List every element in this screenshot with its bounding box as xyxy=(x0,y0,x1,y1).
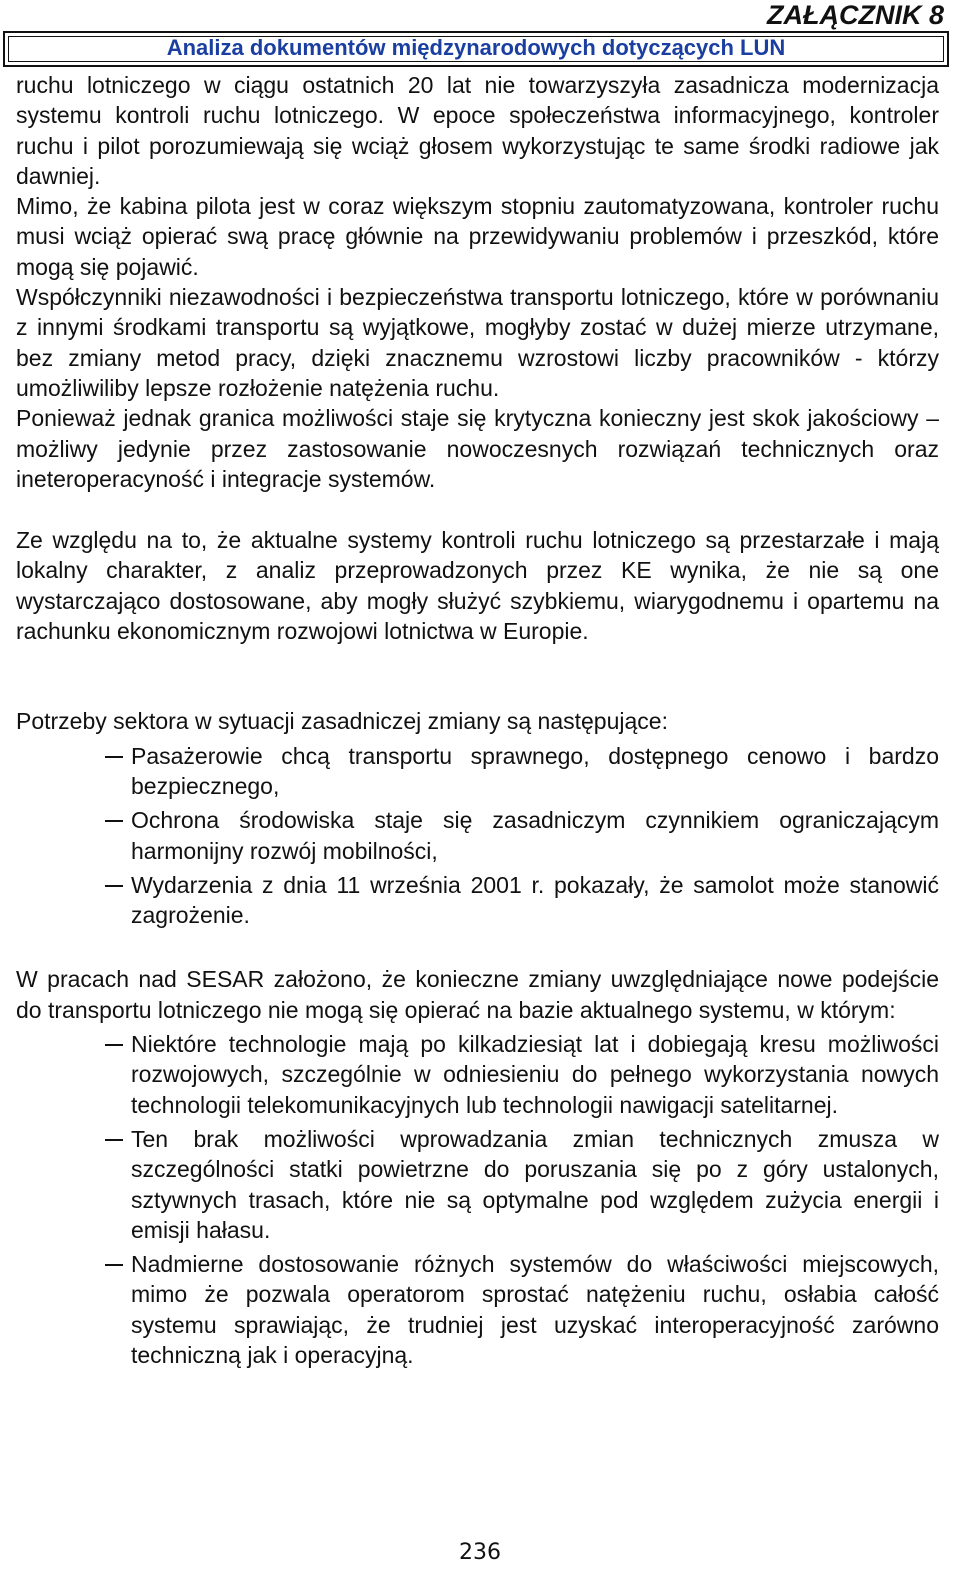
document-body xyxy=(16,70,939,1374)
list-item-text: Pasażerowie chcą transportu sprawnego, dostępnego cenowo i bardzo bezpiecznego, xyxy=(131,742,939,799)
list-item-text: Ochrona środowiska staje się zasadniczym czynnikiem ograniczającym harmonijny rozwój mobilności, xyxy=(131,807,939,864)
dash-bullet-icon xyxy=(105,820,123,822)
paragraph-3: Współczynniki niezawodności i bezpieczeństwa transportu lotniczego, które w porównaniu z innymi środkami transportu są wyjątkowe, mogłyby zostać w dużej mierze utrzymane, bez zmiany metod pracy, dzięki znacznemu wzrostowi liczby pracowników - którzy umożliwiliby lepsze rozłożenie natężenia ruchu. xyxy=(16,284,939,401)
page-number: 236 xyxy=(459,1540,501,1565)
list-item-text: Wydarzenia z dnia 11 września 2001 r. pokazały, że samolot może stanowić zagrożenie. xyxy=(131,871,939,929)
paragraph-needs-intro: Potrzeby sektora w sytuacji zasadniczej zmiany są następujące: xyxy=(16,708,668,735)
list-item xyxy=(16,1029,939,1120)
dash-bullet-icon xyxy=(105,1139,123,1141)
list-item-text: Nadmierne dostosowanie różnych systemów do właściwości miejscowych, mimo że pozwala operatorom sprostać natężeniu ruchu, osłabia całość systemu sprawiając, że trudniej jest uzyskać interoperacyjność zarówno techniczną jak i operacyjną. xyxy=(131,1251,939,1368)
annex-label: ZAŁĄCZNIK 8 xyxy=(767,0,944,30)
dash-bullet-icon xyxy=(105,1264,123,1266)
needs-list xyxy=(16,741,939,931)
list-item xyxy=(16,870,939,931)
dash-bullet-icon xyxy=(105,885,123,887)
paragraph-5: Ze względu na to, że aktualne systemy kontroli ruchu lotniczego są przestarzałe i mają lokalny charakter, z analiz przeprowadzonych przez KE wynika, że nie są one wystarczająco dostosowane, aby mogły służyć szybkiemu, wiarygodnemu i opartemu na rachunku ekonomicznym rozwojowi lotnictwa w Europie. xyxy=(16,527,939,645)
dash-bullet-icon xyxy=(105,1044,123,1046)
list-item xyxy=(16,1249,939,1370)
list-item-text: Niektóre technologie mają po kilkadziesiąt lat i dobiegają kresu możliwości rozwojowych, szczególnie w odniesieniu do pełnego wykorzystania nowych technologii telekomunikacyjnych lub technologii nawigacji satelitarnej. xyxy=(131,1031,939,1118)
list-item xyxy=(16,805,939,866)
document-title-box xyxy=(3,31,949,67)
list-item-text: Ten brak możliwości wprowadzania zmian technicznych zmusza w szczególności statki powietrzne do poruszania się po z góry ustalonych, sztywnych trasach, które nie są optymalne pod względem zużycia energii i emisji hałasu. xyxy=(131,1125,939,1243)
spacer xyxy=(16,934,939,964)
list-item xyxy=(16,1124,939,1245)
list-item xyxy=(16,741,939,802)
paragraph-sesar-intro: W pracach nad SESAR założono, że konieczne zmiany uwzględniające nowe podejście do transportu lotniczego nie mogą się opierać na bazie aktualnego systemu, w którym: xyxy=(16,966,939,1023)
dash-bullet-icon xyxy=(105,756,123,758)
paragraph-4: Ponieważ jednak granica możliwości staje się krytyczna konieczny jest skok jakościowy – możliwy jedynie przez zastosowanie nowoczesnych rozwiązań technicznych oraz ineteroperacyność i integracje systemów. xyxy=(16,405,939,492)
spacer xyxy=(16,494,939,525)
paragraph-2: Mimo, że kabina pilota jest w coraz większym stopniu zautomatyzowana, kontroler ruchu musi wciąż opierać swą pracę głównie na przewidywaniu problemów i przeszkód, które mogą się pojawić. xyxy=(16,193,939,280)
spacer xyxy=(16,646,939,706)
document-title: Analiza dokumentów międzynarodowych dotyczących LUN xyxy=(166,35,786,60)
system-list xyxy=(16,1029,939,1370)
paragraph-1: ruchu lotniczego w ciągu ostatnich 20 lat nie towarzyszyła zasadnicza modernizacja systemu kontroli ruchu lotniczego. W epoce społeczeństwa informacyjnego, kontroler ruchu i pilot porozumiewają się wciąż głosem wykorzystując te same środki radiowe jak dawniej. xyxy=(16,72,939,189)
